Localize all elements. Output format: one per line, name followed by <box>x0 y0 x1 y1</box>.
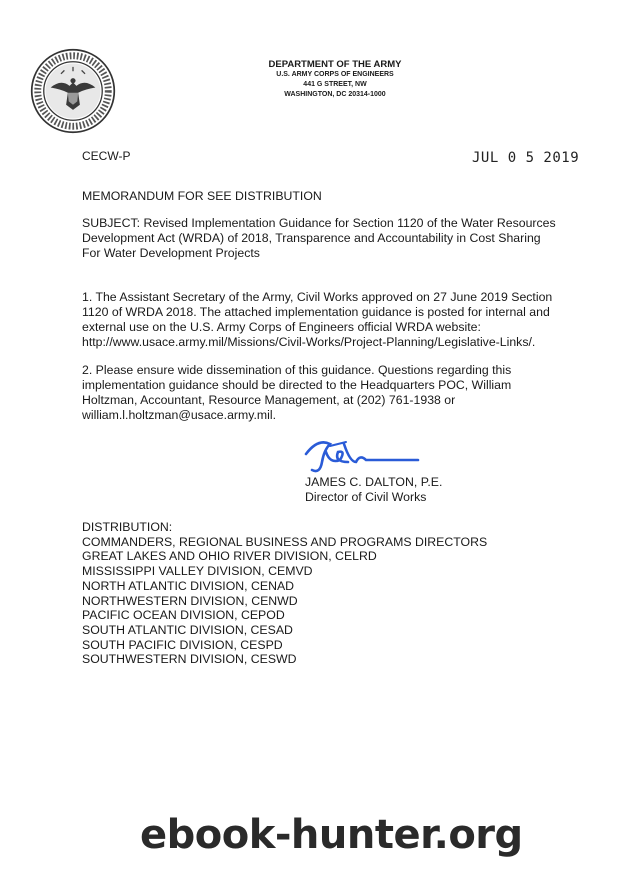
office-symbol: CECW-P <box>82 149 131 163</box>
signature-block <box>305 475 442 505</box>
distribution-item: NORTH ATLANTIC DIVISION, CENAD <box>82 578 295 593</box>
distribution-item: PACIFIC OCEAN DIVISION, CEPOD <box>82 608 285 623</box>
corps-name: U.S. ARMY CORPS OF ENGINEERS <box>276 71 394 78</box>
date-stamp: JUL 0 5 2019 <box>472 150 580 166</box>
memo-recipient-line: MEMORANDUM FOR SEE DISTRIBUTION <box>82 189 322 203</box>
watermark-text: ebook-hunter.org <box>140 812 523 858</box>
street-address: 441 G STREET, NW <box>303 81 367 88</box>
distribution-item: MISSISSIPPI VALLEY DIVISION, CEMVD <box>82 564 313 579</box>
memo-subject: SUBJECT: Revised Implementation Guidance for Section 1120 of the Water Resources Development Act (WRDA) of 2018, Transparence and Accountability in Cost Sharing For Water Development Projects <box>82 216 556 260</box>
distribution-item: SOUTH PACIFIC DIVISION, CESPD <box>82 637 283 652</box>
department-name: DEPARTMENT OF THE ARMY <box>268 59 402 70</box>
distribution-item: NORTHWESTERN DIVISION, CENWD <box>82 593 298 608</box>
letterhead <box>210 60 460 100</box>
dod-seal-icon <box>30 48 116 134</box>
signer-title: Director of Civil Works <box>305 490 427 504</box>
distribution-item: SOUTH ATLANTIC DIVISION, CESAD <box>82 622 293 637</box>
distribution-heading: DISTRIBUTION: <box>82 520 173 534</box>
distribution-item: COMMANDERS, REGIONAL BUSINESS AND PROGRAMS DIRECTORS <box>82 534 488 549</box>
paragraph-1: 1. The Assistant Secretary of the Army, Civil Works approved on 27 June 2019 Section 1120 of WRDA 2018. The attached implementation guidance is posted for internal and external use on the U.S. Army Corps of Engineers official WRDA website: http://www.usace.army.mil/Missions/Civil-Works/Project-Planning/Legislative-Links/. <box>82 290 553 349</box>
distribution-item: GREAT LAKES AND OHIO RIVER DIVISION, CELRD <box>82 549 377 564</box>
signer-name: JAMES C. DALTON, P.E. <box>305 475 443 489</box>
distribution-list <box>82 520 487 667</box>
paragraph-2: 2. Please ensure wide dissemination of this guidance. Questions regarding this implementation guidance should be directed to the Headquarters POC, William Holtzman, Accountant, Resource Management, at (202) 761-1938 or william.l.holtzman@usace.army.mil. <box>82 363 512 422</box>
city-address: WASHINGTON, DC 20314-1000 <box>284 91 386 98</box>
distribution-item: SOUTHWESTERN DIVISION, CESWD <box>82 652 297 667</box>
